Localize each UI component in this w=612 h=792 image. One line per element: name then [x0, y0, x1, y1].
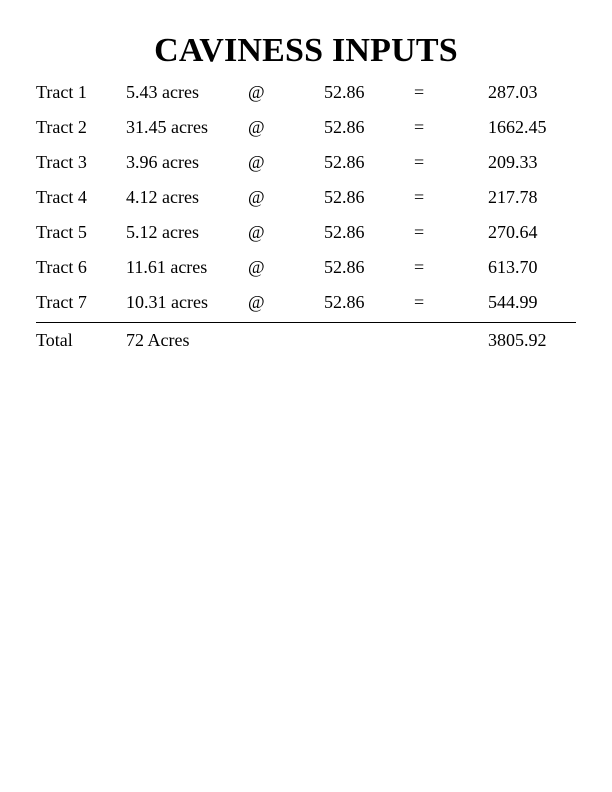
at-symbol: @ — [248, 82, 265, 102]
equals-symbol: = — [414, 152, 425, 172]
tract-amount: 217.78 — [488, 187, 538, 207]
tract-acres: 5.43 acres — [126, 82, 199, 102]
at-symbol: @ — [248, 152, 265, 172]
page-title: CAVINESS INPUTS — [154, 32, 458, 69]
tract-label: Tract 3 — [36, 152, 87, 172]
tract-amount: 1662.45 — [488, 117, 547, 137]
tract-acres: 4.12 acres — [126, 187, 199, 207]
equals-symbol: = — [414, 222, 425, 242]
at-symbol: @ — [248, 257, 265, 277]
table-row — [36, 285, 576, 320]
table-row — [36, 75, 576, 110]
tract-acres: 5.12 acres — [126, 222, 199, 242]
tract-rate: 52.86 — [324, 292, 365, 312]
tract-acres: 3.96 acres — [126, 152, 199, 172]
tract-amount: 209.33 — [488, 152, 538, 172]
tract-acres: 11.61 acres — [126, 257, 208, 277]
at-symbol: @ — [248, 292, 265, 312]
equals-symbol: = — [414, 82, 425, 102]
tract-amount: 270.64 — [488, 222, 538, 242]
equals-symbol: = — [414, 257, 425, 277]
tract-amount: 613.70 — [488, 257, 538, 277]
table-row — [36, 215, 576, 250]
table-row — [36, 250, 576, 285]
equals-symbol: = — [414, 117, 425, 137]
total-acres: 72 Acres — [126, 330, 190, 350]
tract-acres: 10.31 acres — [126, 292, 208, 312]
total-row — [36, 322, 576, 358]
tract-rate: 52.86 — [324, 222, 365, 242]
tract-acres: 31.45 acres — [126, 117, 208, 137]
tract-rate: 52.86 — [324, 257, 365, 277]
table-row — [36, 180, 576, 215]
at-symbol: @ — [248, 187, 265, 207]
at-symbol: @ — [248, 117, 265, 137]
tract-amount: 544.99 — [488, 292, 538, 312]
tract-rate: 52.86 — [324, 117, 365, 137]
equals-symbol: = — [414, 187, 425, 207]
total-label: Total — [36, 330, 73, 350]
table-row — [36, 110, 576, 145]
tract-label: Tract 7 — [36, 292, 87, 312]
tract-label: Tract 1 — [36, 82, 87, 102]
tract-amount: 287.03 — [488, 82, 538, 102]
total-amount: 3805.92 — [488, 330, 547, 350]
tract-rate: 52.86 — [324, 187, 365, 207]
tract-label: Tract 5 — [36, 222, 87, 242]
at-symbol: @ — [248, 222, 265, 242]
equals-symbol: = — [414, 292, 425, 312]
tract-rate: 52.86 — [324, 152, 365, 172]
tract-rate: 52.86 — [324, 82, 365, 102]
tract-label: Tract 4 — [36, 187, 87, 207]
tract-table — [36, 75, 576, 358]
table-row — [36, 145, 576, 180]
tract-label: Tract 2 — [36, 117, 87, 137]
tract-label: Tract 6 — [36, 257, 87, 277]
